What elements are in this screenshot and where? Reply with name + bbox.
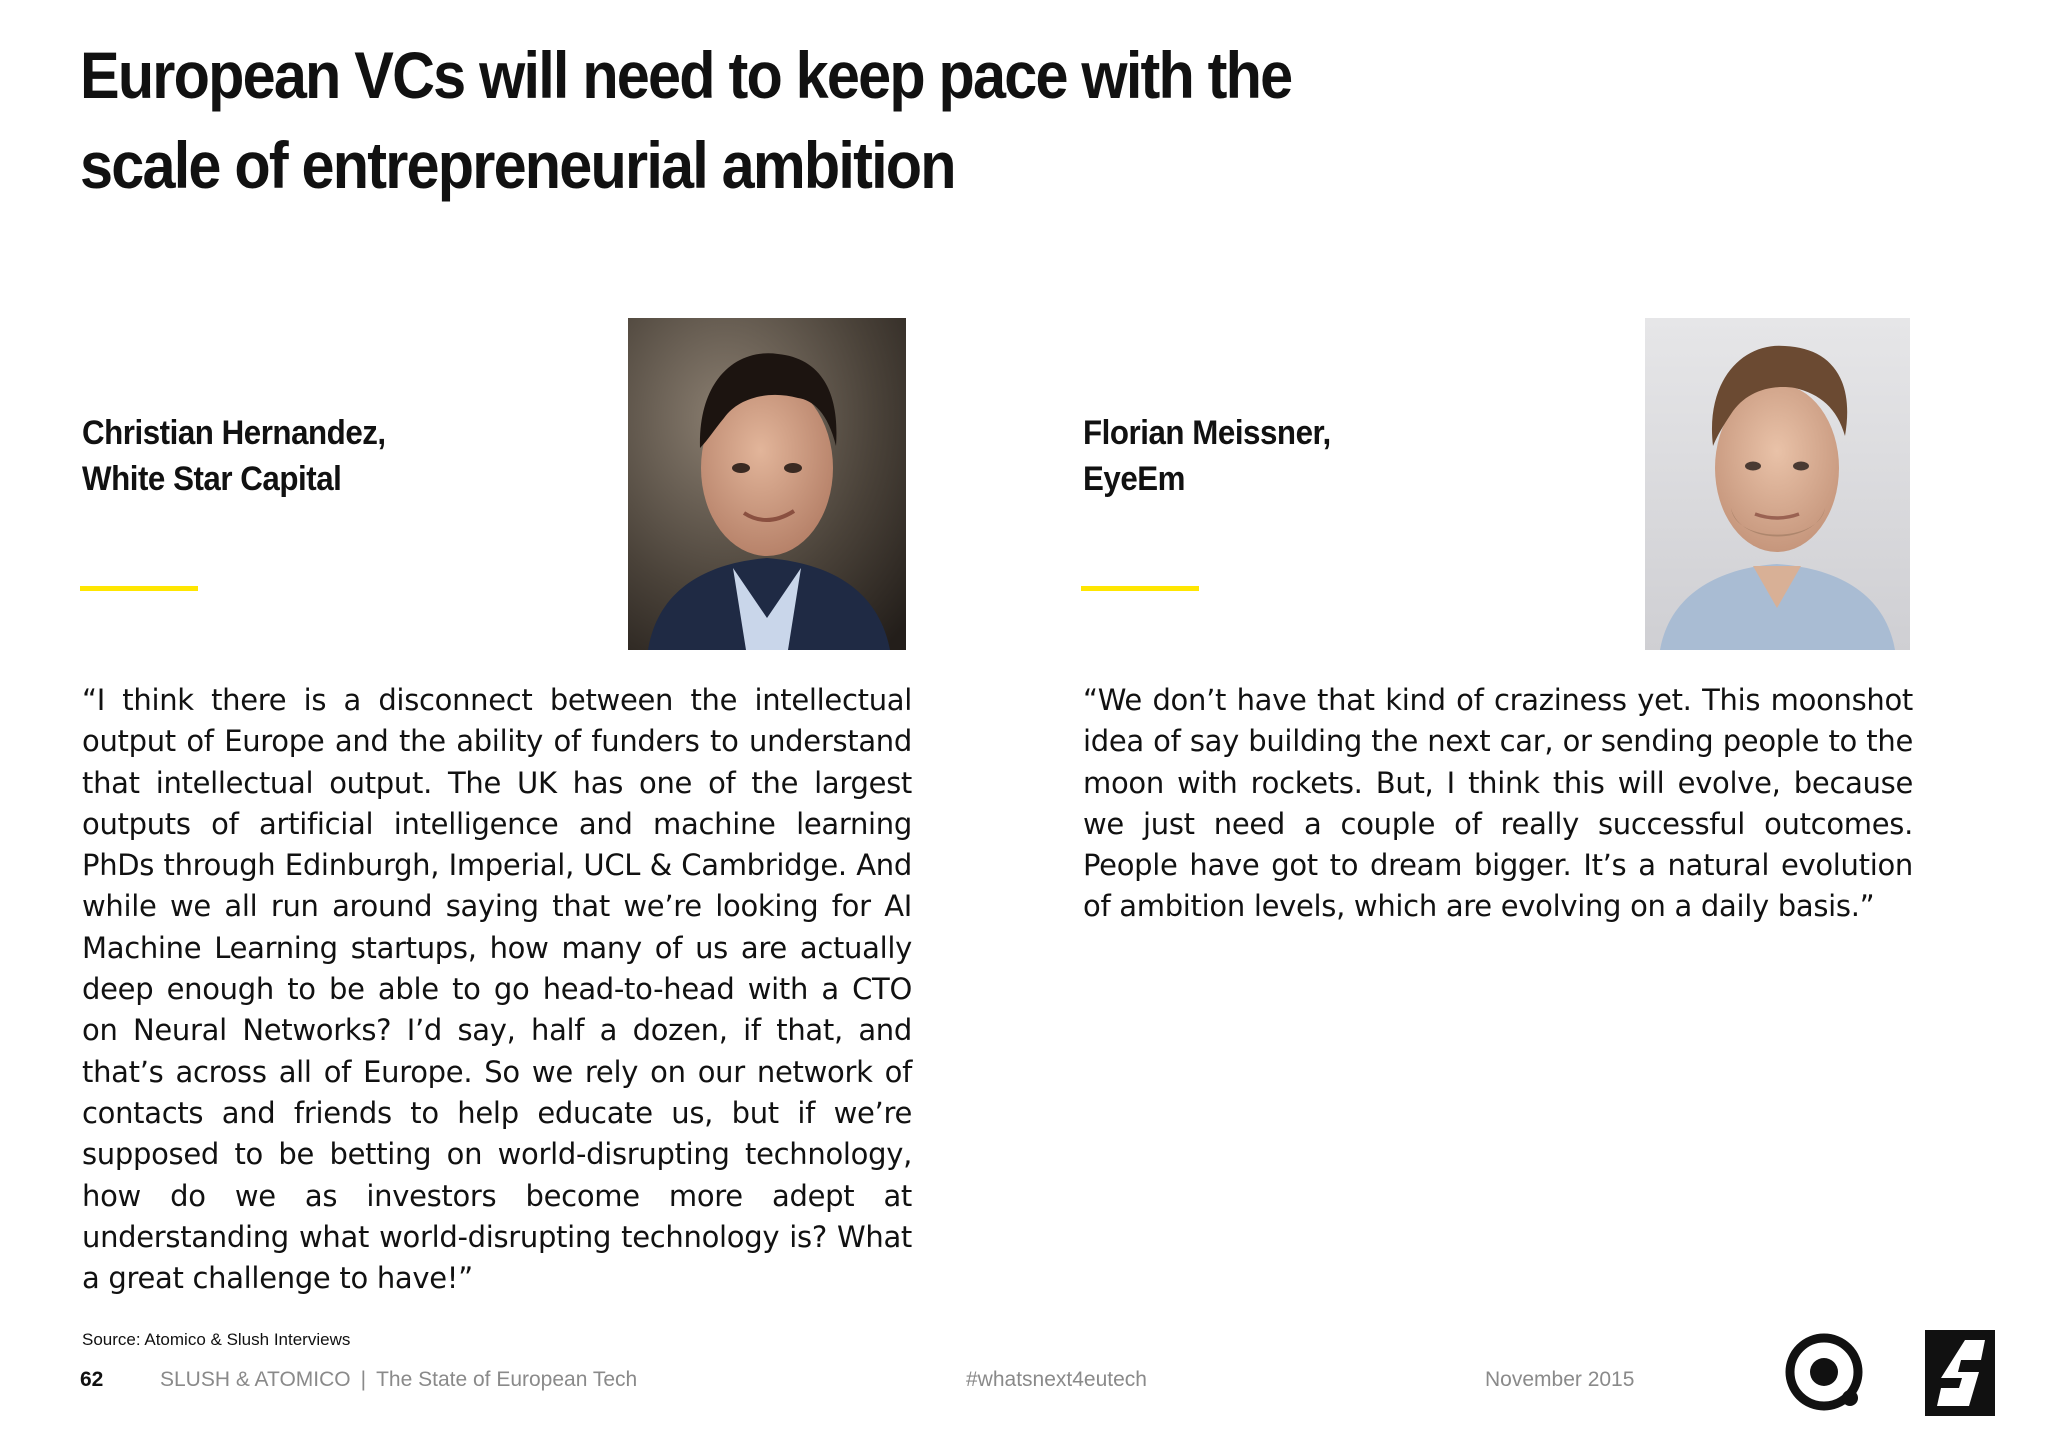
speaker-portrait [1645,318,1910,650]
slush-logo-icon [1925,1330,1995,1416]
speaker-quote: “I think there is a disconnect between the intellectual output of Europe and the ability of funders to understand that intellectual output. The UK has one of the largest outputs of artificial intelligence and machine learning PhDs through Edinburgh, Imperial, UCL & Cambridge. And while we all run around saying that we’re looking for AI Machine Learning startups, how many of us are actually deep enough to be able to go head-to-head with a CTO on Neural Networks? I’d say, half a dozen, if that, and that’s across all of Europe. So we rely on our network of contacts and friends to help educate us, but if we’re supposed to be betting on world-disrupting technology, how do we as investors become more adept at understanding what world-disrupting technology is? What a great challenge to have!” [82,683,912,1296]
source-note: Source: Atomico & Slush Interviews [82,1330,351,1349]
speaker-org: EyeEm [1083,460,1186,498]
atomico-logo-icon [1784,1330,1868,1414]
footer-brand [160,1368,637,1392]
page-number: 62 [80,1368,104,1391]
speaker-name: Florian Meissner, [1083,414,1331,452]
speaker-portrait [628,318,906,650]
speaker-name: Christian Hernandez, [82,414,386,452]
speaker-name-block [1083,410,1331,502]
speaker-org: White Star Capital [82,460,342,498]
accent-rule [1081,586,1199,591]
footer-date: November 2015 [1485,1368,1635,1391]
accent-rule [80,586,198,591]
speaker-name-block [82,410,386,502]
speaker-quote: “We don’t have that kind of craziness yet. This moonshot idea of say building the next car, or sending people to the moon with rockets. But, I think this will evolve, because we just need a couple of really successful outcomes. People have got to dream bigger. It’s a natural evolution of ambition levels, which are evolving on a daily basis.” [1083,683,1913,924]
footer-separator: | [360,1368,367,1391]
speaker-card-meissner [1083,318,1913,1278]
page-title: European VCs will need to keep pace with the scale of entrepreneurial ambition [80,38,1292,202]
footer-publication: The State of European Tech [376,1368,638,1391]
speaker-card-hernandez [82,318,912,1296]
page-footer [0,1362,2048,1402]
footer-hashtag: #whatsnext4eutech [966,1368,1147,1391]
footer-brand-name: SLUSH & ATOMICO [160,1368,351,1391]
